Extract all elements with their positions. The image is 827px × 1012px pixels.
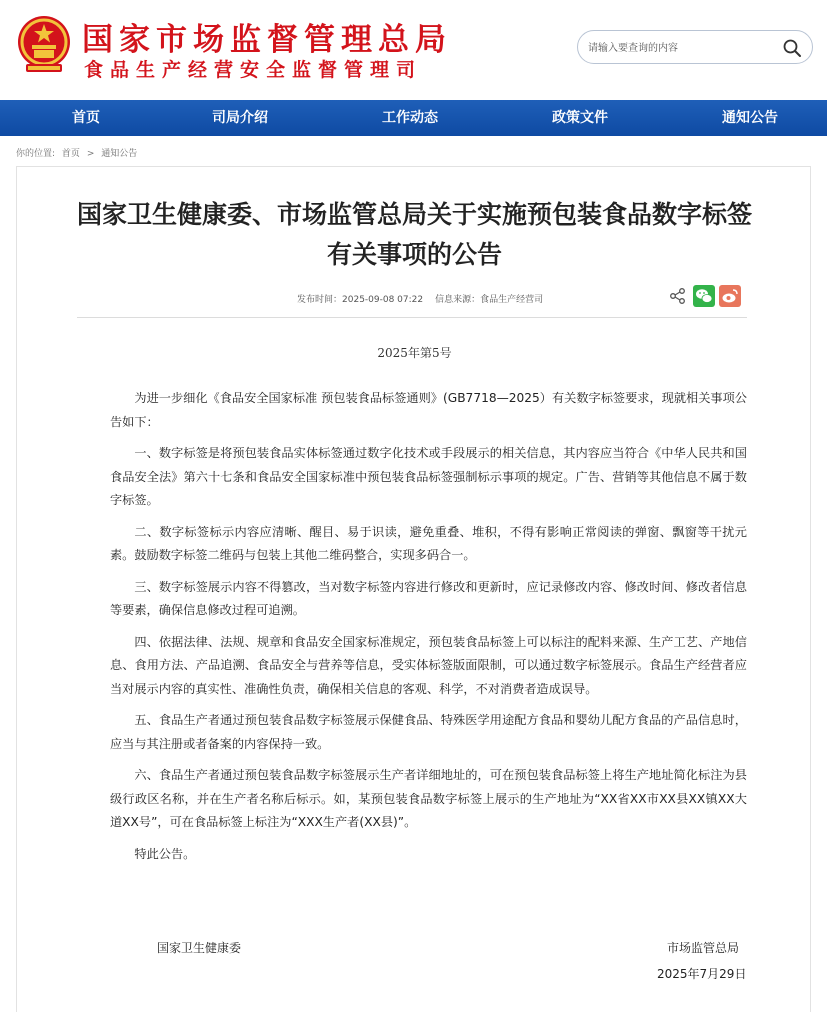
nav-item-work-news[interactable]: 工作动态 — [382, 110, 438, 126]
search-box — [577, 30, 813, 64]
paragraph: 五、食品生产者通过预包装食品数字标签展示保健食品、特殊医学用途配方食品和婴幼儿配方食品的产品信息时，应当与其注册或者备案的内容保持一致。 — [110, 713, 747, 751]
nav-item-notices[interactable]: 通知公告 — [722, 110, 778, 126]
signer-right: 市场监管总局 — [667, 941, 740, 955]
source-value: 食品生产经营司 — [480, 295, 544, 305]
main-nav — [0, 100, 827, 136]
paragraph: 一、数字标签是将预包装食品实体标签通过数字化技术或手段展示的相关信息，其内容应当符合《中华人民共和国食品安全法》第六十七条和食品安全国家标准中预包装食品标签强制标示事项的规定。广告、营销等其他信息不属于数字标签。 — [110, 446, 747, 507]
article-body — [110, 387, 747, 874]
site-title: 国家市场监督管理总局 — [82, 22, 452, 58]
signer-left: 国家卫生健康委 — [157, 941, 242, 955]
site-subtitle: 食品生产经营安全监督管理司 — [84, 59, 423, 81]
search-icon[interactable] — [782, 38, 802, 58]
document-number: 2025年第5号 — [377, 346, 452, 360]
nav-item-policy[interactable]: 政策文件 — [552, 110, 608, 126]
paragraph: 四、依据法律、法规、规章和食品安全国家标准规定，预包装食品标签上可以标注的配料来源、生产工艺、产地信息、食用方法、产品追溯、食品安全与营养等信息，受实体标签版面限制，可以通过数字标签展示。食品生产经营者应当对展示内容的真实性、准确性负责，确保相关信息的客观、科学，不对消费者造成误导。 — [110, 634, 747, 696]
signing-date: 2025年7月29日 — [657, 967, 747, 981]
publish-time: 2025-09-08 07:22 — [342, 295, 424, 305]
weibo-icon[interactable] — [719, 285, 741, 307]
title-divider — [77, 317, 747, 318]
source-label: 信息来源： — [435, 295, 481, 305]
paragraph: 六、食品生产者通过预包装食品数字标签展示生产者详细地址的，可在预包装食品标签上将生产地址简化标注为县级行政区名称，并在生产者名称后标示。如，某预包装食品数字标签上展示的生产地址为“XX省XX市XX县XX镇XX大道XX号”，可在食品标签上标注为“XXX生产者(XX县)”。 — [110, 768, 747, 829]
breadcrumb-current-link[interactable]: 通知公告 — [101, 149, 138, 159]
search-input[interactable] — [588, 38, 778, 58]
nav-item-home[interactable]: 首页 — [72, 110, 100, 126]
breadcrumb-prefix: 你的位置: — [16, 149, 56, 159]
article-meta — [297, 292, 543, 305]
paragraph: 为进一步细化《食品安全国家标准 预包装食品标签通则》(GB7718—2025）有关数字标签要求，现就相关事项公告如下： — [110, 391, 747, 429]
breadcrumb-home-link[interactable]: 首页 — [61, 149, 80, 159]
wechat-icon[interactable] — [693, 285, 715, 307]
site-header — [0, 0, 827, 100]
paragraph: 二、数字标签标示内容应清晰、醒目、易于识读，避免重叠、堆积，不得有影响正常阅读的弹窗、飘窗等干扰元素。鼓励数字标签二维码与包装上其他二维码整合，实现多码合一。 — [110, 524, 747, 562]
publish-time-label: 发布时间： — [297, 295, 343, 305]
breadcrumb — [16, 146, 141, 159]
breadcrumb-separator: > — [86, 149, 95, 159]
national-emblem-icon — [16, 14, 72, 76]
share-icon[interactable] — [667, 285, 689, 307]
nav-item-about[interactable]: 司局介绍 — [212, 110, 268, 126]
paragraph: 特此公告。 — [134, 846, 196, 861]
paragraph: 三、数字标签展示内容不得篡改，当对数字标签内容进行修改和更新时，应记录修改内容、修改时间、修改者信息等要素，确保信息修改过程可追溯。 — [110, 579, 747, 617]
article-panel — [16, 166, 811, 1012]
article-title: 国家卫生健康委、市场监管总局关于实施预包装食品数字标签有关事项的公告 — [77, 200, 753, 269]
